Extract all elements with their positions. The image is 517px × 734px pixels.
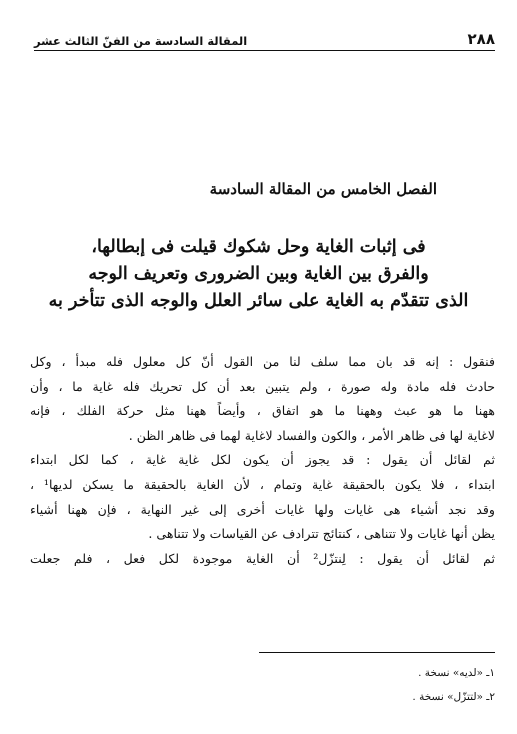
section-title-line: فى إثبات الغاية وحل شكوك قيلت فى إبطالها، [91, 237, 426, 257]
page-number: ٢٨٨ [467, 30, 495, 48]
body-line: ثم لقائل أن يقول : قد يجوز أن يكون لكل غاية غاية ، كما لكل ابتداء [30, 452, 495, 468]
running-title: المقالة السادسة من الفنّ الثالث عشر [34, 34, 248, 48]
body-line: حادث فله مادة وله صورة ، ولم يتبين بعد أن كل تحريك فله غاية ما ، وأن [30, 378, 495, 394]
chapter-heading: الفصل الخامس من المقالة السادسة [209, 180, 437, 198]
section-title-line: الذى تتقدّم به الغاية على سائر العلل والوجه الذى تتأخر به [48, 291, 469, 311]
body-line: فنقول : إنه قد بان مما سلف لنا من القول أنّ كل معلول فله مبدأ ، وكل [30, 354, 495, 369]
body-line: يظن أنها غايات ولا تتناهى ، كنتائج تترادف عن القياسات ولا تتناهى . [148, 526, 495, 542]
body-line: ههنا ما هو عبث وههنا ما هو اتفاق ، وأيضاً ههنا مثل حركة الفلك ، فإنه [30, 403, 495, 419]
running-header [34, 26, 495, 48]
footnote: ٢ـ «لتتزّل» نسخة . [412, 691, 495, 703]
body-line: ثم لقائل أن يقول : لِنتزّل² أن الغاية موجودة لكل فعل ، فلم جعلت [30, 550, 495, 566]
header-rule [34, 50, 495, 51]
footnote: ١ـ «لديه» نسخة . [418, 667, 495, 679]
body-line: لاغاية لها فى ظاهر الأمر ، والكون والفساد لاغاية لهما فى ظاهر الظن . [128, 427, 495, 443]
footnotes [200, 661, 495, 709]
footnote-rule [259, 652, 495, 653]
body-line: وقد نجد أشياء هى غايات ولها غايات أخرى إلى غير النهاية ، فإن ههنا أشياء [30, 501, 495, 517]
body-line: ابتداء ، فلا يكون بالحقيقة غاية وتمام ، لأن الغاية بالحقيقة ما يسكن لديها¹ ، [30, 476, 495, 492]
section-title [38, 234, 479, 315]
body-text [30, 350, 495, 571]
section-title-line: والفرق بين الغاية وبين الضرورى وتعريف الوجه [88, 264, 429, 284]
